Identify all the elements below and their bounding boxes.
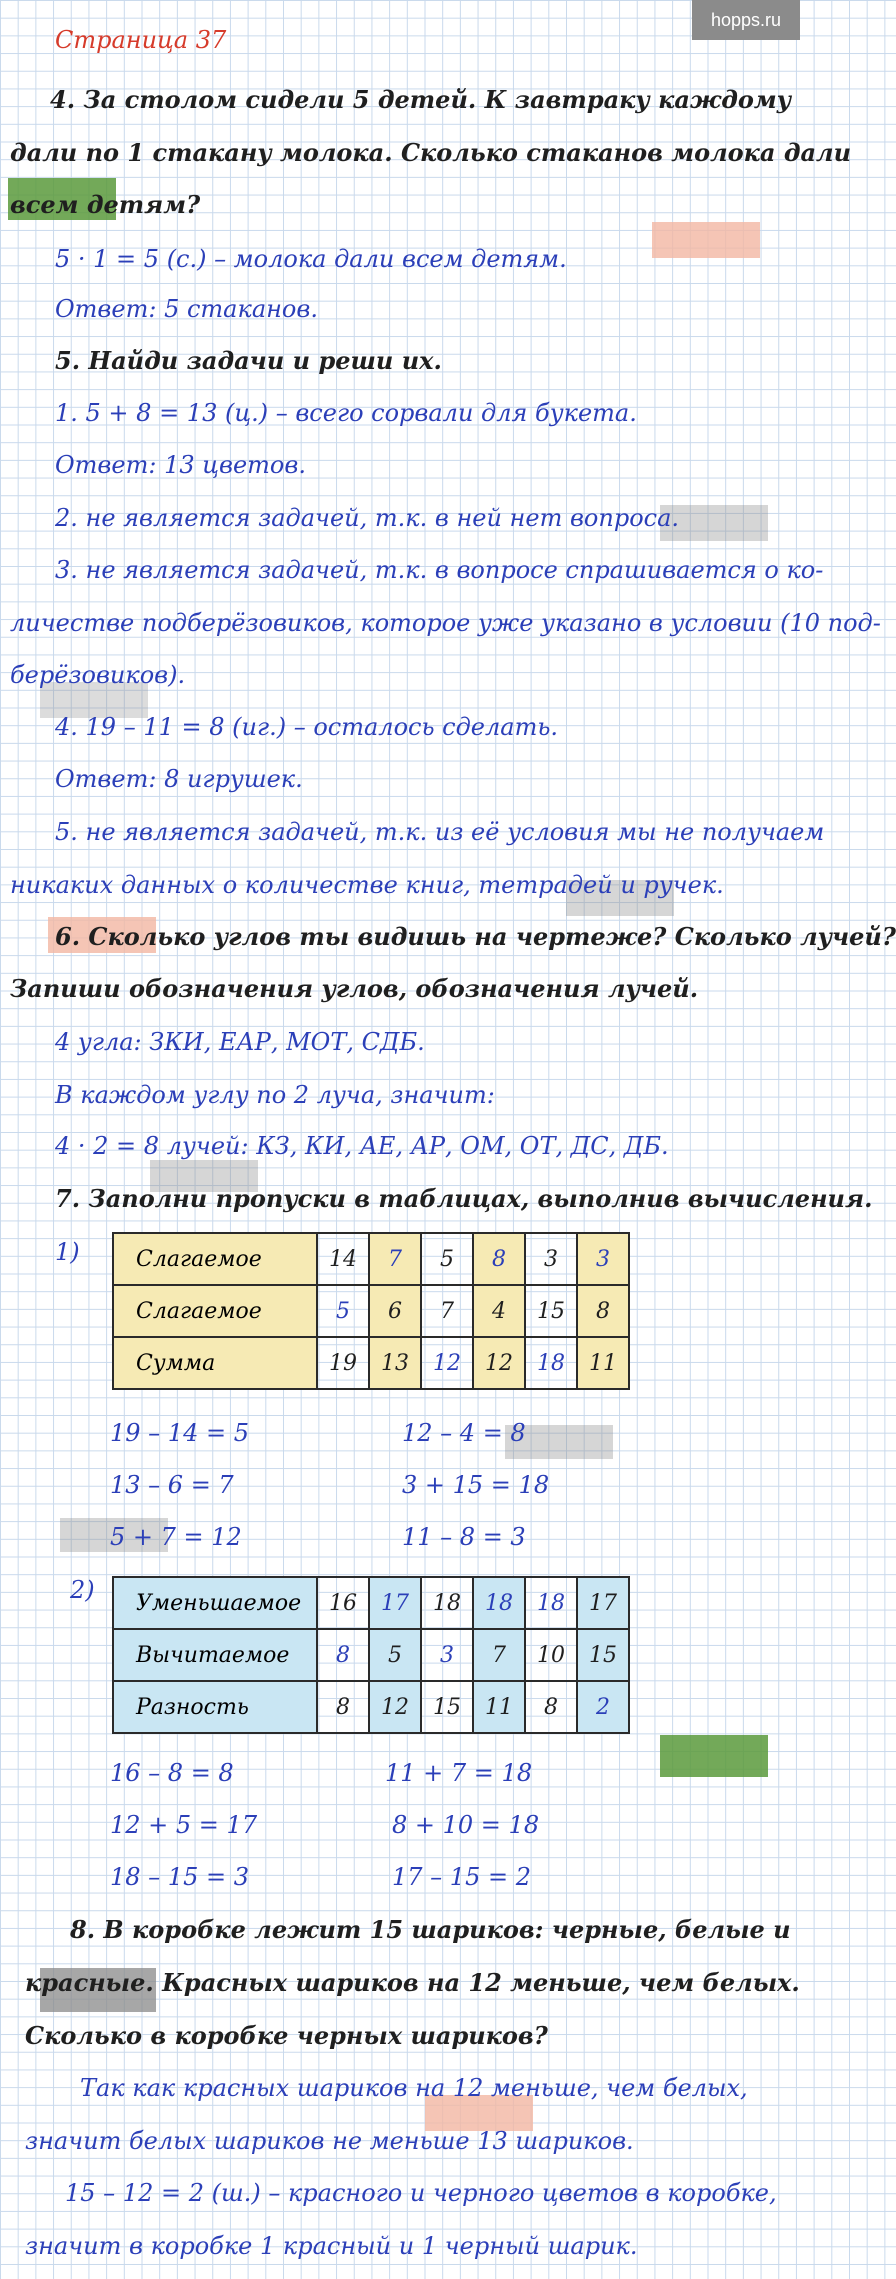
- table-row: [113, 1285, 629, 1337]
- task6-answer-line: В каждом углу по 2 луча, значит:: [55, 1081, 495, 1109]
- table-cell: 2: [577, 1681, 629, 1733]
- table-cell: 12: [421, 1337, 473, 1389]
- table-cell: 4: [473, 1285, 525, 1337]
- task7-part2-label: 2): [70, 1576, 95, 1604]
- task8-question-line2: красные. Красных шариков на 12 меньше, чем белых.: [25, 1968, 800, 1997]
- calc-line: 8 + 10 = 18: [392, 1811, 540, 1839]
- task7-table2: [112, 1576, 630, 1734]
- calc-line: 19 – 14 = 5: [110, 1419, 249, 1447]
- calc-line: 13 – 6 = 7: [110, 1471, 234, 1499]
- table-cell: 15: [421, 1681, 473, 1733]
- task8-answer-line: 15 – 12 = 2 (ш.) – красного и черного цветов в коробке,: [65, 2179, 777, 2207]
- task8-question-line3: Сколько в коробке черных шариков?: [25, 2021, 548, 2050]
- table-cell: 8: [473, 1233, 525, 1285]
- table-row: [113, 1233, 629, 1285]
- task7-part1-label: 1): [55, 1238, 80, 1266]
- task4-answer: Ответ: 5 стаканов.: [55, 295, 318, 323]
- task8-answer-line: значит в коробке 1 красный и 1 черный шарик.: [25, 2232, 638, 2260]
- task5-line: личестве подберёзовиков, которое уже указано в условии (10 под-: [10, 609, 881, 637]
- table-cell: 17: [577, 1577, 629, 1629]
- task5-line: 1. 5 + 8 = 13 (ц.) – всего сорвали для букета.: [55, 399, 637, 427]
- task5-line: 4. 19 – 11 = 8 (иг.) – осталось сделать.: [55, 713, 559, 741]
- task4-question-line2: дали по 1 стакану молока. Сколько стаканов молока дали: [10, 138, 852, 167]
- calc-line: 5 + 7 = 12: [110, 1523, 242, 1551]
- task5-line: берёзовиков).: [10, 661, 186, 689]
- task6-answer-line: 4 · 2 = 8 лучей: КЗ, КИ, АЕ, АР, ОМ, ОТ, ДС, ДБ.: [55, 1132, 669, 1160]
- task5-line: никаких данных о количестве книг, тетрадей и ручек.: [10, 871, 724, 899]
- task4-question-line3: всем детям?: [10, 190, 201, 219]
- table-cell: 13: [369, 1337, 421, 1389]
- table-cell: 18: [421, 1577, 473, 1629]
- table-cell: 3: [421, 1629, 473, 1681]
- task7-table1: [112, 1232, 630, 1390]
- row-label: Слагаемое: [113, 1233, 317, 1285]
- table-cell: 11: [473, 1681, 525, 1733]
- table-cell: 5: [369, 1629, 421, 1681]
- task5-line: 3. не является задачей, т.к. в вопросе спрашивается о ко-: [55, 556, 824, 584]
- calc-line: 16 – 8 = 8: [110, 1759, 234, 1787]
- task5-line: 2. не является задачей, т.к. в ней нет вопроса.: [55, 504, 680, 532]
- table-cell: 7: [421, 1285, 473, 1337]
- table-cell: 8: [577, 1285, 629, 1337]
- task5-line: Ответ: 8 игрушек.: [55, 765, 303, 793]
- row-label: Разность: [113, 1681, 317, 1733]
- table-cell: 8: [525, 1681, 577, 1733]
- page-title: Страница 37: [55, 26, 227, 54]
- site-logo: hopps.ru: [692, 0, 800, 40]
- table-cell: 12: [369, 1681, 421, 1733]
- table-cell: 8: [317, 1629, 369, 1681]
- table-row: [113, 1629, 629, 1681]
- row-label: Уменьшаемое: [113, 1577, 317, 1629]
- table-cell: 7: [473, 1629, 525, 1681]
- calc-line: 3 + 15 = 18: [402, 1471, 550, 1499]
- table-cell: 7: [369, 1233, 421, 1285]
- task6-question-line2: Запиши обозначения углов, обозначения лучей.: [10, 974, 699, 1003]
- calc-line: 12 – 4 = 8: [402, 1419, 526, 1447]
- task8-answer-line: значит белых шариков не меньше 13 шариков.: [25, 2127, 634, 2155]
- table-cell: 14: [317, 1233, 369, 1285]
- table-cell: 3: [525, 1233, 577, 1285]
- table-cell: 8: [317, 1681, 369, 1733]
- calc-line: 17 – 15 = 2: [392, 1863, 531, 1891]
- table-cell: 11: [577, 1337, 629, 1389]
- table-cell: 18: [473, 1577, 525, 1629]
- task5-line: Ответ: 13 цветов.: [55, 451, 306, 479]
- task4-question-line1: 4. За столом сидели 5 детей. К завтраку каждому: [50, 85, 792, 114]
- table-cell: 5: [421, 1233, 473, 1285]
- highlight-mark: [660, 1735, 768, 1777]
- table-row: [113, 1577, 629, 1629]
- table-cell: 16: [317, 1577, 369, 1629]
- row-label: Сумма: [113, 1337, 317, 1389]
- calc-line: 11 – 8 = 3: [402, 1523, 526, 1551]
- task5-title: 5. Найди задачи и реши их.: [55, 346, 442, 375]
- task4-solution: 5 · 1 = 5 (с.) – молока дали всем детям.: [55, 245, 567, 273]
- table-cell: 18: [525, 1577, 577, 1629]
- table-row: [113, 1681, 629, 1733]
- table-cell: 18: [525, 1337, 577, 1389]
- table-cell: 17: [369, 1577, 421, 1629]
- task8-question-line1: 8. В коробке лежит 15 шариков: черные, белые и: [70, 1915, 791, 1944]
- table-cell: 6: [369, 1285, 421, 1337]
- table-cell: 12: [473, 1337, 525, 1389]
- task5-line: 5. не является задачей, т.к. из её условия мы не получаем: [55, 818, 825, 846]
- task6-answer-line: 4 угла: ЗКИ, ЕАР, МОТ, СДБ.: [55, 1028, 425, 1056]
- table-cell: 5: [317, 1285, 369, 1337]
- calc-line: 18 – 15 = 3: [110, 1863, 249, 1891]
- calc-line: 12 + 5 = 17: [110, 1811, 258, 1839]
- table-row: [113, 1337, 629, 1389]
- table-cell: 3: [577, 1233, 629, 1285]
- row-label: Слагаемое: [113, 1285, 317, 1337]
- task6-question-line1: 6. Сколько углов ты видишь на чертеже? Сколько лучей?: [55, 922, 896, 951]
- calc-line: 11 + 7 = 18: [385, 1759, 533, 1787]
- table-cell: 10: [525, 1629, 577, 1681]
- task7-title: 7. Заполни пропуски в таблицах, выполнив вычисления.: [55, 1184, 873, 1213]
- table-cell: 15: [577, 1629, 629, 1681]
- row-label: Вычитаемое: [113, 1629, 317, 1681]
- table-cell: 15: [525, 1285, 577, 1337]
- watermark-badge: [652, 222, 760, 258]
- table-cell: 19: [317, 1337, 369, 1389]
- task8-answer-line: Так как красных шариков на 12 меньше, чем белых,: [80, 2074, 748, 2102]
